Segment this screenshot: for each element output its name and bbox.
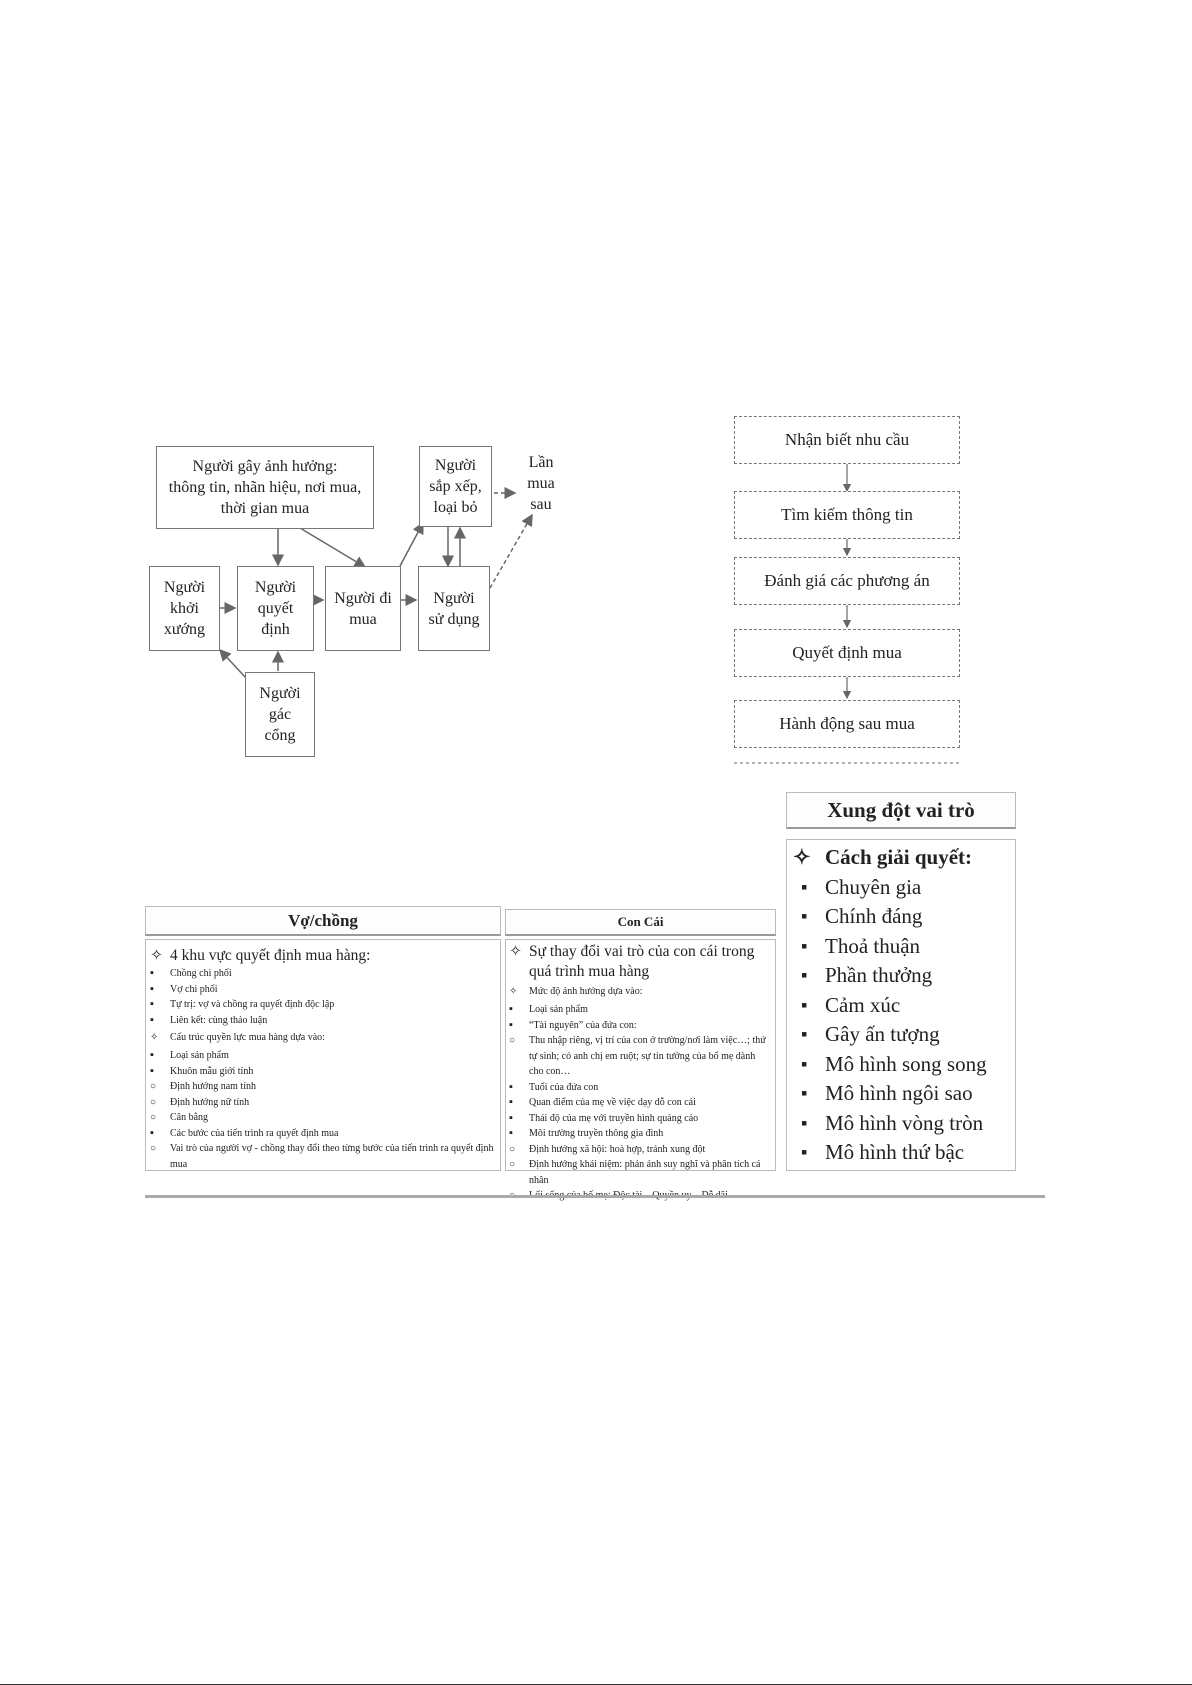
list-item: ▪ Chuyên gia bbox=[791, 873, 1015, 903]
list-item: ✧ Cách giải quyết: bbox=[791, 843, 1015, 873]
conflict-list bbox=[791, 843, 1015, 1168]
initiator-label: Người khởi xướng bbox=[163, 579, 206, 638]
children-panel-title bbox=[505, 909, 776, 936]
list-item: ▪ Tự trị: vợ và chồng ra quyết định độc lập bbox=[150, 997, 494, 1013]
list-item: ▪ Phần thưởng bbox=[791, 961, 1015, 991]
list-item: ▪ Chồng chi phối bbox=[150, 966, 494, 982]
list-item: ✧ Sự thay đổi vai trò của con cái trong quá trình mua hàng bbox=[509, 942, 771, 982]
list-item: ▪ Loại sản phẩm bbox=[150, 1048, 494, 1064]
process-step-4-label: Quyết định mua bbox=[792, 643, 902, 662]
list-item: ○ Cân bằng bbox=[150, 1110, 494, 1126]
list-item: ○ Định hướng khái niệm: phản ánh suy nghĩ và phân tích cá nhân bbox=[509, 1157, 771, 1188]
process-step-1-label: Nhận biết nhu cầu bbox=[784, 430, 910, 449]
list-item: ▪ Vợ chi phối bbox=[150, 982, 494, 998]
process-step-2-label: Tìm kiếm thông tin bbox=[781, 505, 913, 524]
conflict-panel bbox=[786, 839, 1016, 1171]
list-item: ○ Định hướng nữ tính bbox=[150, 1095, 494, 1111]
spouse-panel-title-text: Vợ/chồng bbox=[288, 910, 358, 930]
next-purchase-label: Lần mua sau bbox=[527, 454, 555, 513]
list-item: ○ Vai trò của người vợ - chồng thay đổi theo từng bước của tiến trình ra quyết định mua bbox=[150, 1141, 494, 1172]
buyer-label: Người đi mua bbox=[334, 589, 392, 628]
process-step-4 bbox=[734, 629, 960, 677]
list-item: ✧ 4 khu vực quyết định mua hàng: bbox=[150, 946, 494, 966]
influencer-label: Người gây ảnh hưởng: thông tin, nhãn hiệu, nơi mua, thời gian mua bbox=[168, 458, 362, 517]
list-item: ▪ Thoả thuận bbox=[791, 932, 1015, 962]
list-item: ▪ “Tài nguyên” của đứa con: bbox=[509, 1018, 771, 1034]
list-item: ○ Định hướng xã hội: hoà hợp, tránh xung đột bbox=[509, 1142, 771, 1158]
list-item: ▪ Khuôn mẫu giới tính bbox=[150, 1064, 494, 1080]
user-label: Người sử dụng bbox=[428, 589, 480, 628]
process-step-3-label: Đánh giá các phương án bbox=[764, 571, 930, 590]
list-item: ▪ Mô hình thứ bậc bbox=[791, 1138, 1015, 1168]
list-item: ▪ Mô hình song song bbox=[791, 1050, 1015, 1080]
process-step-5 bbox=[734, 700, 960, 748]
list-item: ▪ Cảm xúc bbox=[791, 991, 1015, 1021]
process-step-1 bbox=[734, 416, 960, 464]
process-step-2 bbox=[734, 491, 960, 539]
list-item: ▪ Các bước của tiến trình ra quyết định mua bbox=[150, 1126, 494, 1142]
list-item: ▪ Loại sản phẩm bbox=[509, 1002, 771, 1018]
children-panel-title-text: Con Cái bbox=[617, 914, 664, 929]
spouse-panel bbox=[145, 939, 501, 1171]
decider-label: Người quyết định bbox=[254, 579, 297, 638]
list-item: ▪ Thái độ của mẹ với truyền hình quảng cáo bbox=[509, 1111, 771, 1127]
list-item: ▪ Môi trường truyền thông gia đình bbox=[509, 1126, 771, 1142]
list-item: ○ Thu nhập riêng, vị trí của con ở trường/nơi làm việc…; thứ tự sinh; có anh chị em ruột; sự tin tưởng của bố mẹ dành cho con… bbox=[509, 1033, 771, 1080]
process-step-5-label: Hành động sau mua bbox=[779, 714, 915, 733]
list-item: ✧ Cấu trúc quyền lực mua hàng dựa vào: bbox=[150, 1028, 494, 1048]
list-item: ▪ Gây ấn tượng bbox=[791, 1020, 1015, 1050]
list-item: ▪ Quan điểm của mẹ về việc dạy dỗ con cái bbox=[509, 1095, 771, 1111]
footer-rule bbox=[145, 1195, 1045, 1198]
arranger-label: Người sắp xếp, loại bỏ bbox=[429, 457, 482, 516]
gatekeeper-label: Người gác cổng bbox=[259, 685, 301, 744]
list-item: ▪ Liên kết: cùng thảo luận bbox=[150, 1013, 494, 1029]
spouse-list bbox=[150, 946, 494, 1172]
process-step-3 bbox=[734, 557, 960, 605]
spouse-panel-title bbox=[145, 906, 501, 936]
conflict-panel-title-text: Xung đột vai trò bbox=[827, 797, 975, 822]
children-list bbox=[509, 942, 771, 1204]
conflict-panel-title bbox=[786, 792, 1016, 829]
children-panel bbox=[505, 939, 776, 1186]
list-item: ▪ Mô hình vòng tròn bbox=[791, 1109, 1015, 1139]
list-item: ▪ Tuổi của đứa con bbox=[509, 1080, 771, 1096]
list-item: ▪ Mô hình ngôi sao bbox=[791, 1079, 1015, 1109]
list-item: ▪ Chính đáng bbox=[791, 902, 1015, 932]
process-arrows bbox=[0, 0, 1192, 800]
list-item: ✧ Mức độ ảnh hưởng dựa vào: bbox=[509, 982, 771, 1002]
list-item: ○ Định hướng nam tính bbox=[150, 1079, 494, 1095]
